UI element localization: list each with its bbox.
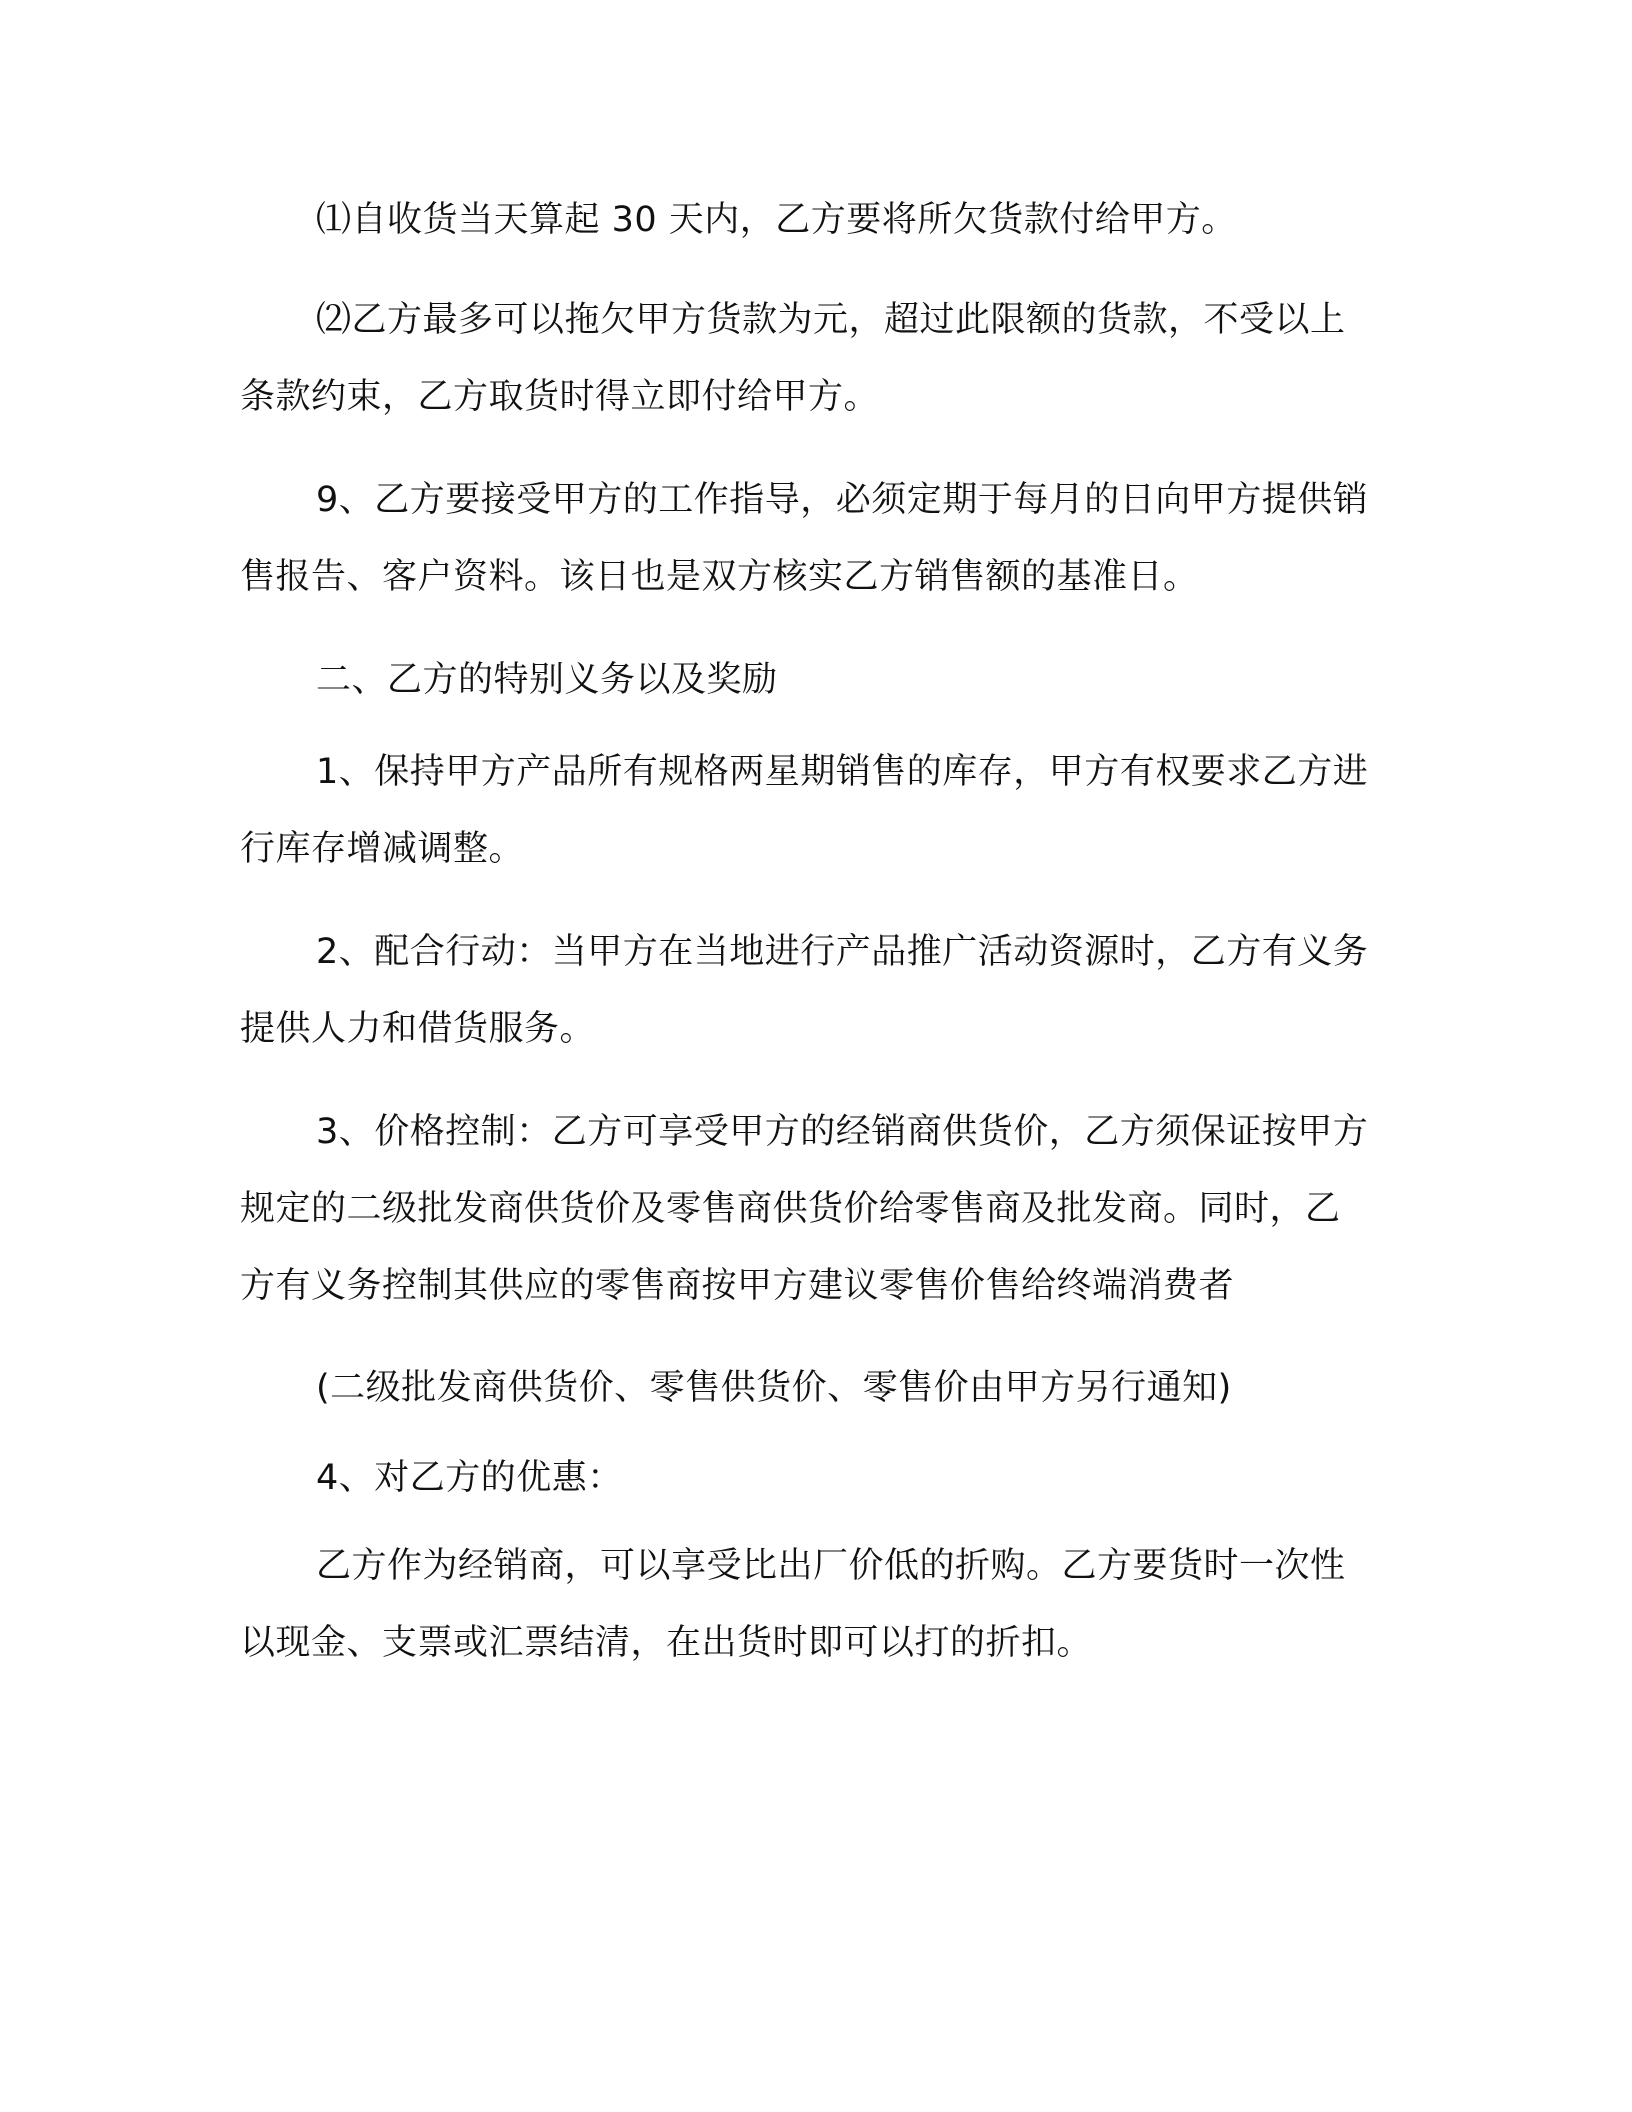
payment-clause-1: ⑴自收货当天算起 30 天内，乙方要将所欠货款付给甲方。	[316, 200, 1237, 240]
section-heading-special-obligations: 二、乙方的特别义务以及奖励	[316, 660, 778, 700]
clause-9: 9、乙方要接受甲方的工作指导，必须定期于每月的日向甲方提供销售报告、客户资料。该日也是双方核实乙方销售额的基准日。	[240, 480, 1369, 597]
obligation-1: 1、保持甲方产品所有规格两星期销售的库存，甲方有权要求乙方进行库存增减调整。	[240, 752, 1369, 869]
payment-clause-2: ⑵乙方最多可以拖欠甲方货款为元，超过此限额的货款，不受以上条款约束，乙方取货时得立即付给甲方。	[240, 300, 1346, 417]
price-note: (二级批发商供货价、零售供货价、零售价由甲方另行通知)	[316, 1368, 1232, 1408]
discount-paragraph: 乙方作为经销商，可以享受比出厂价低的折购。乙方要货时一次性以现金、支票或汇票结清，在出货时即可以打的折扣。	[240, 1546, 1346, 1663]
obligation-3: 3、价格控制：乙方可享受甲方的经销商供货价，乙方须保证按甲方规定的二级批发商供货价及零售商供货价给零售商及批发商。同时，乙方有义务控制其供应的零售商按甲方建议零售价售给终端消费者	[240, 1112, 1369, 1306]
obligation-4-heading: 4、对乙方的优惠：	[316, 1458, 623, 1498]
obligation-2: 2、配合行动：当甲方在当地进行产品推广活动资源时，乙方有义务提供人力和借货服务。	[240, 932, 1369, 1049]
